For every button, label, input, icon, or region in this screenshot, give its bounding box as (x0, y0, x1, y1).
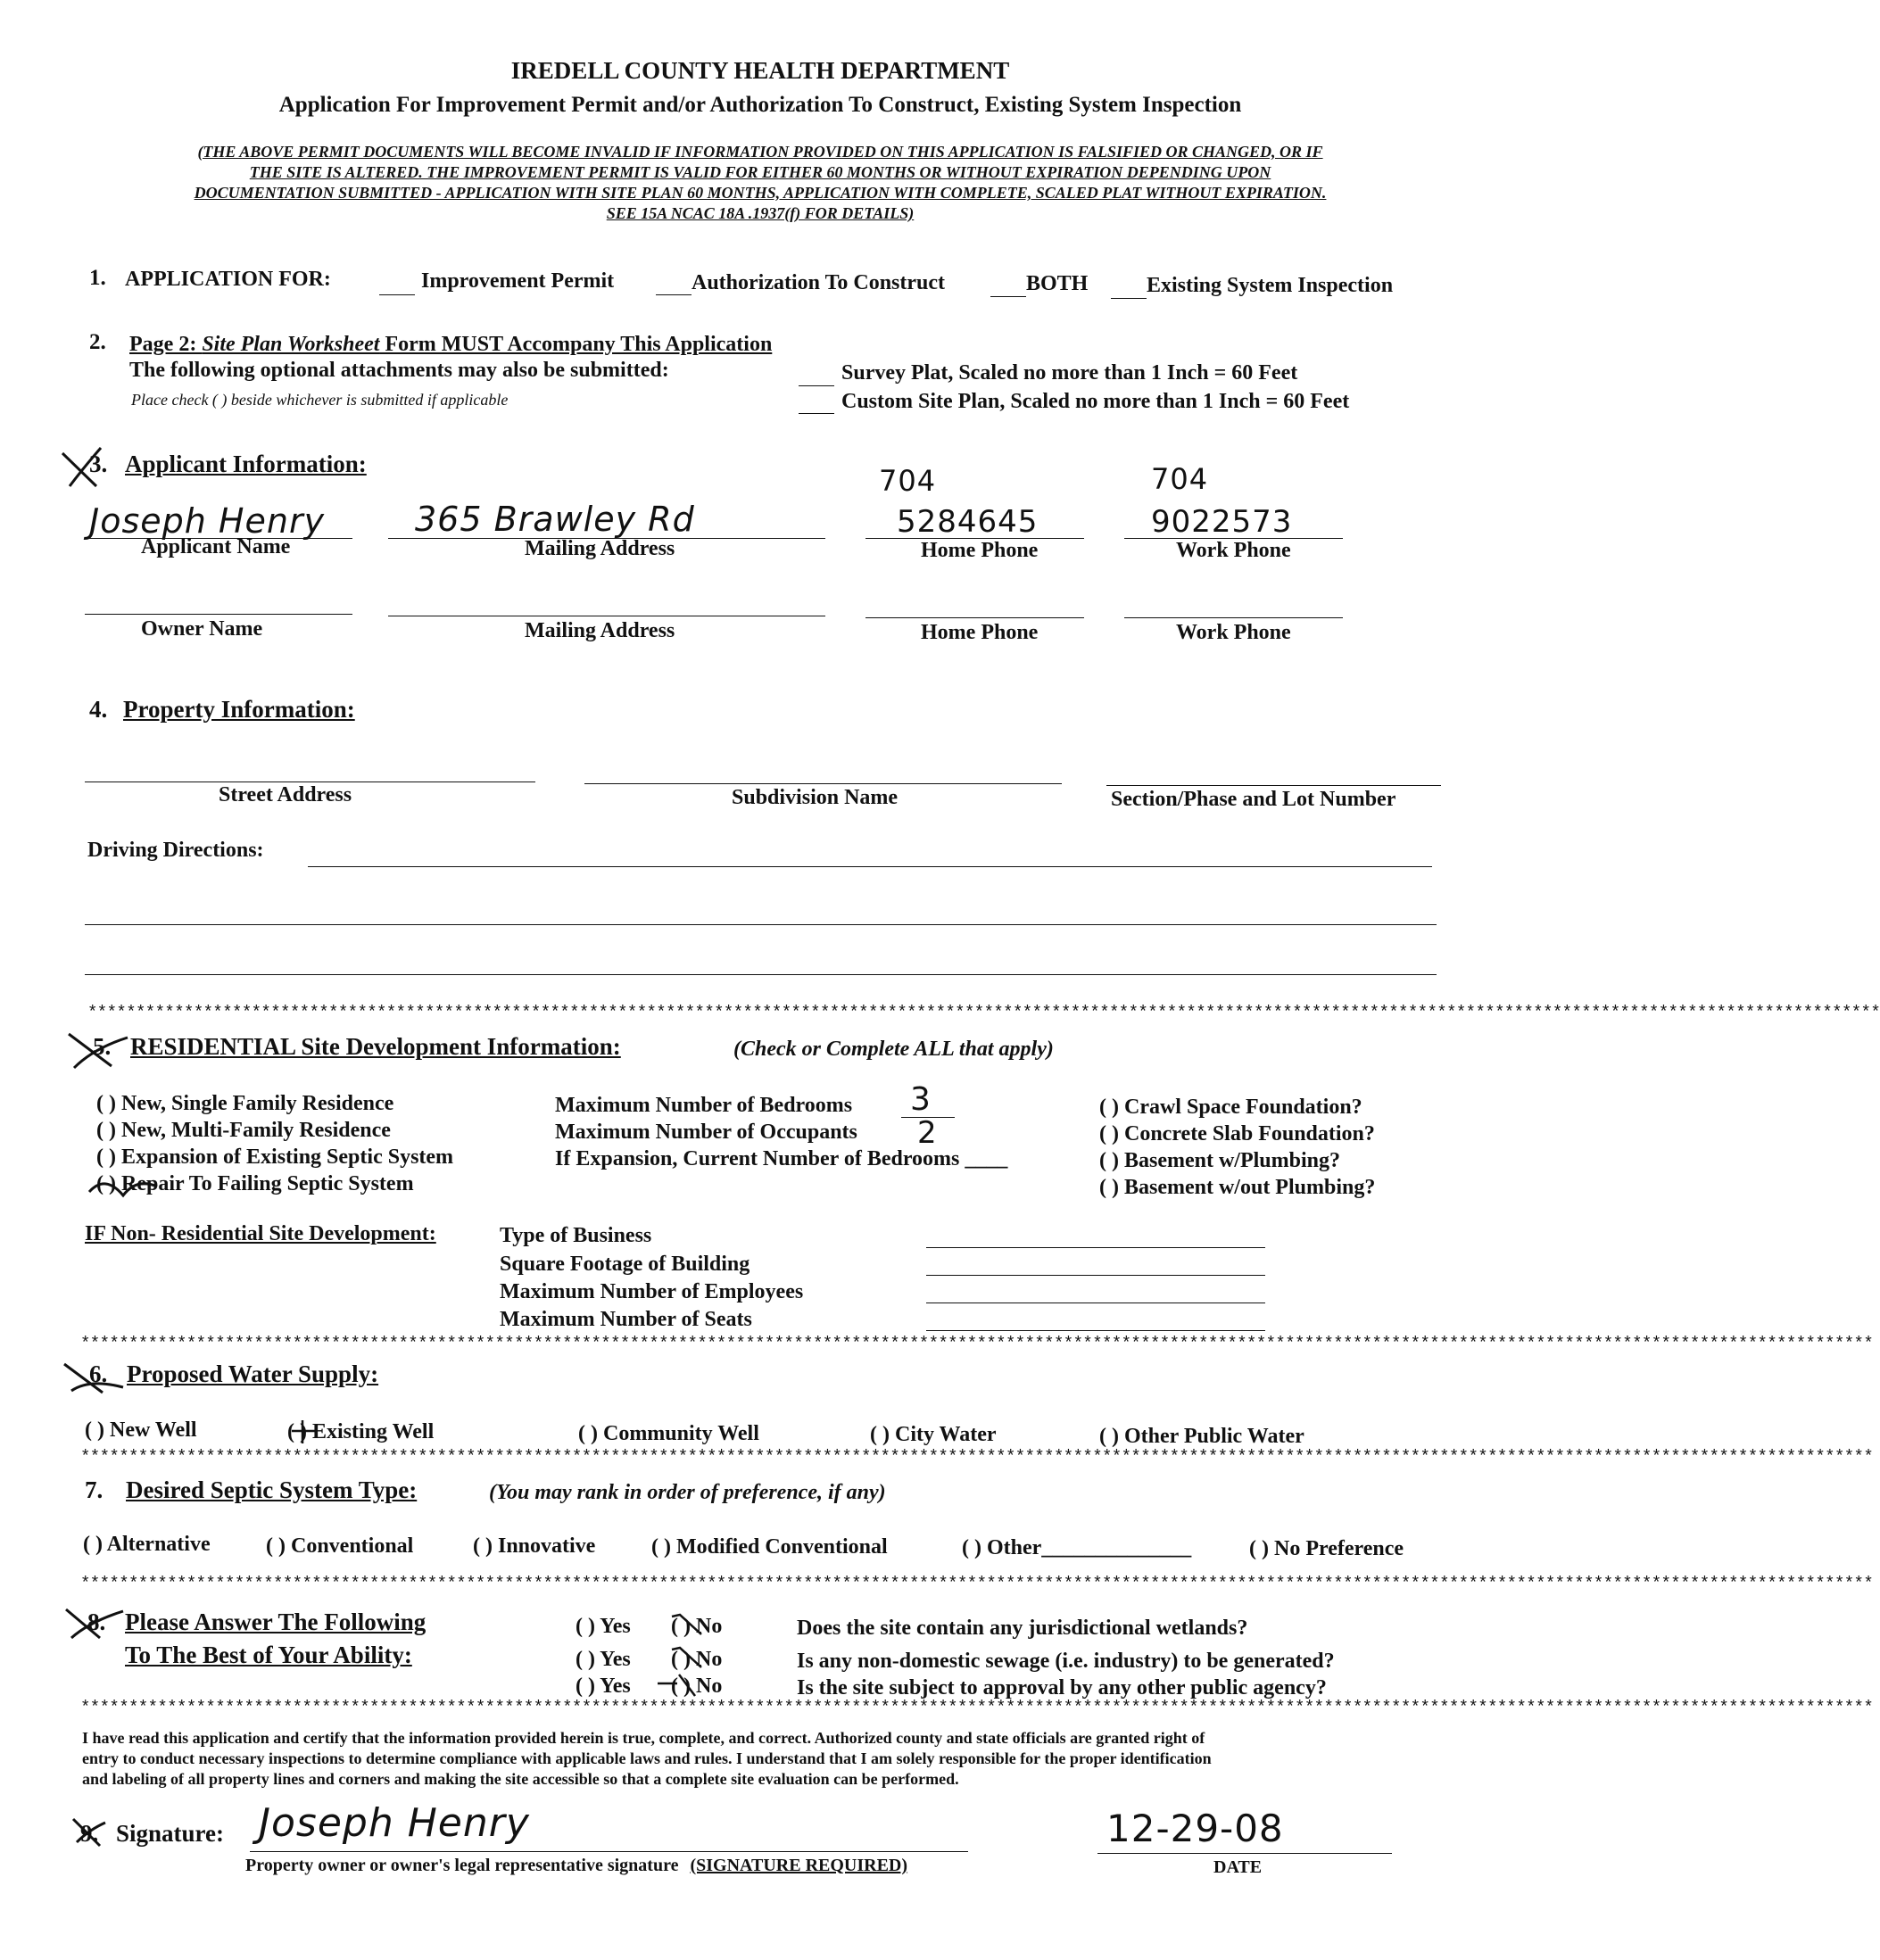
applicant-name-label: Applicant Name (141, 535, 291, 558)
section-5-check-mark (67, 1030, 129, 1071)
type-of-business-label: Type of Business (500, 1224, 652, 1247)
owner-home-label: Home Phone (921, 621, 1039, 644)
section-3-check-mark (61, 446, 114, 491)
basement-no-plumbing-option[interactable]: ( ) Basement w/out Plumbing? (1099, 1176, 1376, 1199)
notice-line-2: THE SITE IS ALTERED. THE IMPROVEMENT PERMIT IS VALID FOR EITHER 60 MONTHS OR WITHOUT EXPIRATION DEPENDING UPON (249, 163, 1271, 181)
applicant-name-value[interactable]: Joseph Henry (89, 501, 326, 541)
modified-conventional-option[interactable]: ( ) Modified Conventional (651, 1535, 888, 1559)
certification-line-2: entry to conduct necessary inspections to determine compliance with applicable laws and rules. I understand that I am solely responsible for the proper identification (82, 1749, 1212, 1767)
section-6-check-mark (62, 1360, 125, 1396)
work-phone-area[interactable]: 704 (1151, 462, 1209, 496)
section-1-number: 1. (89, 266, 106, 290)
sewage-no-check-mark (669, 1644, 705, 1671)
residential-heading: RESIDENTIAL Site Development Information: (130, 1033, 621, 1060)
applicant-work-label: Work Phone (1176, 539, 1291, 562)
subdivision-label: Subdivision Name (732, 786, 899, 809)
notice-line-3: DOCUMENTATION SUBMITTED - APPLICATION WITH SITE PLAN 60 MONTHS, APPLICATION WITH COMPLETE, SCALED PLAT WITHOUT EXPIRATION. (194, 184, 1327, 202)
application-for-label: APPLICATION FOR: (125, 268, 331, 291)
alternative-option[interactable]: ( ) Alternative (83, 1533, 211, 1556)
owner-mailing-label: Mailing Address (525, 619, 675, 642)
site-plan-suffix: Form MUST Accompany This Application (379, 333, 773, 356)
place-check-note: Place check ( ) beside whichever is submitted if applicable (131, 391, 509, 409)
section-3-number: 3. (89, 451, 108, 477)
street-address-label: Street Address (219, 783, 352, 806)
single-family-option[interactable]: ( ) New, Single Family Residence (96, 1092, 394, 1115)
survey-plat-checkline[interactable] (799, 385, 834, 386)
section-7-number: 7. (85, 1476, 104, 1503)
square-footage-label: Square Footage of Building (500, 1253, 750, 1276)
applicant-information-heading: Applicant Information: (125, 451, 367, 477)
section-5-number: 5. (93, 1033, 112, 1060)
water-supply-heading: Proposed Water Supply: (127, 1360, 379, 1387)
septic-type-note: (You may rank in order of preference, if any) (489, 1481, 886, 1504)
property-information-heading: Property Information: (123, 696, 355, 723)
subdivision-line[interactable] (584, 783, 1062, 784)
certification-line-1: I have read this application and certify that the information provided herein is true, complete, and correct. Authorized county and state officials are granted right of (82, 1729, 1205, 1747)
max-seats-line[interactable] (926, 1330, 1265, 1331)
site-plan-worksheet-link: Site Plan Worksheet (202, 333, 380, 356)
max-employees-label: Maximum Number of Employees (500, 1280, 804, 1303)
section-2-number: 2. (89, 330, 106, 354)
signature-line (250, 1851, 968, 1852)
existing-inspection-checkline[interactable] (1111, 298, 1147, 299)
concrete-slab-option[interactable]: ( ) Concrete Slab Foundation? (1099, 1122, 1375, 1145)
mailing-address-value[interactable]: 365 Brawley Rd (415, 500, 695, 539)
optional-attachments-text: The following optional attachments may also be submitted: (129, 359, 669, 382)
home-phone-value[interactable]: 5284645 (897, 504, 1039, 540)
owner-name-label: Owner Name (141, 617, 263, 641)
septic-type-heading: Desired Septic System Type: (126, 1476, 418, 1503)
wetlands-yes-option[interactable]: ( ) Yes (576, 1615, 631, 1638)
signature-caption (245, 1856, 907, 1876)
separator-4: ****************************************************************************************************************************************************************************************** (80, 1574, 1874, 1593)
conventional-option[interactable]: ( ) Conventional (266, 1534, 414, 1558)
basement-plumbing-option[interactable]: ( ) Basement w/Plumbing? (1099, 1149, 1340, 1172)
agency-no-check-mark (656, 1673, 700, 1699)
other-septic-option[interactable]: ( ) Other______________ (962, 1536, 1192, 1559)
section-4-number: 4. (89, 696, 108, 723)
please-answer-heading-2: To The Best of Your Ability: (125, 1642, 412, 1668)
separator-1: ****************************************************************************************************************************************************************************************** (87, 1003, 1880, 1022)
directions-line-3[interactable] (85, 974, 1437, 975)
agency-no-option[interactable]: ( ) No (671, 1675, 723, 1698)
site-plan-prefix: Page 2: (129, 333, 203, 356)
current-bedrooms-label[interactable]: If Expansion, Current Number of Bedrooms ____ (555, 1147, 1008, 1170)
owner-work-line[interactable] (1124, 617, 1343, 618)
wetlands-no-option[interactable]: ( ) No (671, 1615, 723, 1638)
agency-question: Is the site subject to approval by any other public agency? (797, 1676, 1327, 1699)
owner-home-line[interactable] (865, 617, 1084, 618)
max-bedrooms-label: Maximum Number of Bedrooms (555, 1094, 853, 1117)
non-residential-label: IF Non- Residential Site Development: (85, 1222, 436, 1245)
max-occupants-label: Maximum Number of Occupants (555, 1121, 857, 1144)
max-occupants-value[interactable]: 2 (917, 1115, 938, 1151)
wetlands-no-check-mark (669, 1611, 705, 1638)
date-label: DATE (1213, 1857, 1263, 1877)
residential-note: (Check or Complete ALL that apply) (733, 1038, 1054, 1061)
please-answer-heading-1: Please Answer The Following (125, 1609, 427, 1635)
owner-work-label: Work Phone (1176, 621, 1291, 644)
section-6-number: 6. (89, 1360, 108, 1387)
existing-well-option[interactable]: ( ) Existing Well (287, 1420, 435, 1443)
existing-well-check-mark (288, 1418, 319, 1445)
multi-family-option[interactable]: ( ) New, Multi-Family Residence (96, 1119, 391, 1142)
improvement-permit-option: Improvement Permit (421, 269, 615, 293)
date-value[interactable]: 12-29-08 (1106, 1807, 1284, 1850)
applicant-mailing-label: Mailing Address (525, 537, 675, 560)
signature-label: Signature: (116, 1820, 225, 1847)
max-bedrooms-value[interactable]: 3 (910, 1081, 932, 1118)
type-of-business-line[interactable] (926, 1247, 1265, 1248)
signature-required-note: (SIGNATURE REQUIRED) (690, 1856, 908, 1875)
custom-site-plan-option: Custom Site Plan, Scaled no more than 1 Inch = 60 Feet (841, 390, 1350, 413)
form-title: IREDELL COUNTY HEALTH DEPARTMENT (510, 57, 1010, 84)
home-phone-area[interactable]: 704 (879, 464, 937, 498)
no-preference-option[interactable]: ( ) No Preference (1249, 1537, 1404, 1560)
signature-caption-text: Property owner or owner's legal representative signature (245, 1856, 679, 1875)
sewage-yes-option[interactable]: ( ) Yes (576, 1648, 631, 1671)
section-lot-label: Section/Phase and Lot Number (1111, 788, 1396, 811)
new-well-option[interactable]: ( ) New Well (85, 1418, 197, 1442)
square-footage-line[interactable] (926, 1275, 1265, 1276)
section-lot-line[interactable] (1106, 785, 1441, 786)
survey-plat-option: Survey Plat, Scaled no more than 1 Inch = 60 Feet (841, 361, 1298, 385)
directions-line-1[interactable] (308, 866, 1432, 867)
notice-line-1: (THE ABOVE PERMIT DOCUMENTS WILL BECOME INVALID IF INFORMATION PROVIDED ON THIS APPLICATION IS FALSIFIED OR CHANGED, OR IF (197, 143, 1323, 161)
custom-site-plan-checkline[interactable] (799, 413, 834, 414)
agency-yes-option[interactable]: ( ) Yes (576, 1675, 631, 1698)
crawl-space-option[interactable]: ( ) Crawl Space Foundation? (1099, 1096, 1362, 1119)
max-seats-label: Maximum Number of Seats (500, 1308, 752, 1331)
owner-name-line[interactable] (85, 614, 352, 615)
section-8-number: 8. (87, 1609, 106, 1635)
sewage-question: Is any non-domestic sewage (i.e. industry) to be generated? (797, 1650, 1335, 1673)
existing-inspection-option: Existing System Inspection (1147, 274, 1394, 297)
section-9-number: 9. (80, 1820, 99, 1847)
wetlands-question: Does the site contain any jurisdictional wetlands? (797, 1617, 1248, 1640)
directions-line-2[interactable] (85, 924, 1437, 925)
both-option: BOTH (1026, 272, 1089, 295)
authorization-checkline[interactable] (656, 294, 692, 295)
certification-line-3: and labeling of all property lines and corners and making the site accessible so that a complete site evaluation can be performed. (82, 1770, 959, 1788)
site-plan-heading (129, 333, 772, 357)
signature-value[interactable]: Joseph Henry (259, 1800, 530, 1846)
separator-3: ****************************************************************************************************************************************************************************************** (80, 1447, 1874, 1467)
driving-directions-label: Driving Directions: (87, 839, 264, 862)
authorization-option: Authorization To Construct (692, 271, 946, 294)
separator-2: ****************************************************************************************************************************************************************************************** (80, 1334, 1874, 1353)
repair-option[interactable]: ( ) Repair To Failing Septic System (96, 1172, 414, 1195)
date-line (1097, 1853, 1392, 1854)
expansion-option[interactable]: ( ) Expansion of Existing Septic System (96, 1145, 454, 1169)
sewage-no-option[interactable]: ( ) No (671, 1648, 723, 1671)
city-water-option[interactable]: ( ) City Water (870, 1423, 997, 1446)
form-subtitle: Application For Improvement Permit and/or Authorization To Construct, Existing System Inspection (278, 93, 1242, 117)
innovative-option[interactable]: ( ) Innovative (473, 1534, 596, 1558)
separator-5: ****************************************************************************************************************************************************************************************** (80, 1698, 1874, 1717)
repair-check-mark (87, 1169, 159, 1199)
applicant-home-label: Home Phone (921, 539, 1039, 562)
improvement-permit-checkline[interactable] (379, 294, 415, 295)
other-public-water-option[interactable]: ( ) Other Public Water (1099, 1425, 1304, 1448)
both-checkline[interactable] (990, 296, 1026, 297)
work-phone-value[interactable]: 9022573 (1151, 504, 1293, 540)
community-well-option[interactable]: ( ) Community Well (578, 1422, 759, 1445)
notice-line-4: SEE 15A NCAC 18A .1937(f) FOR DETAILS) (606, 204, 915, 222)
